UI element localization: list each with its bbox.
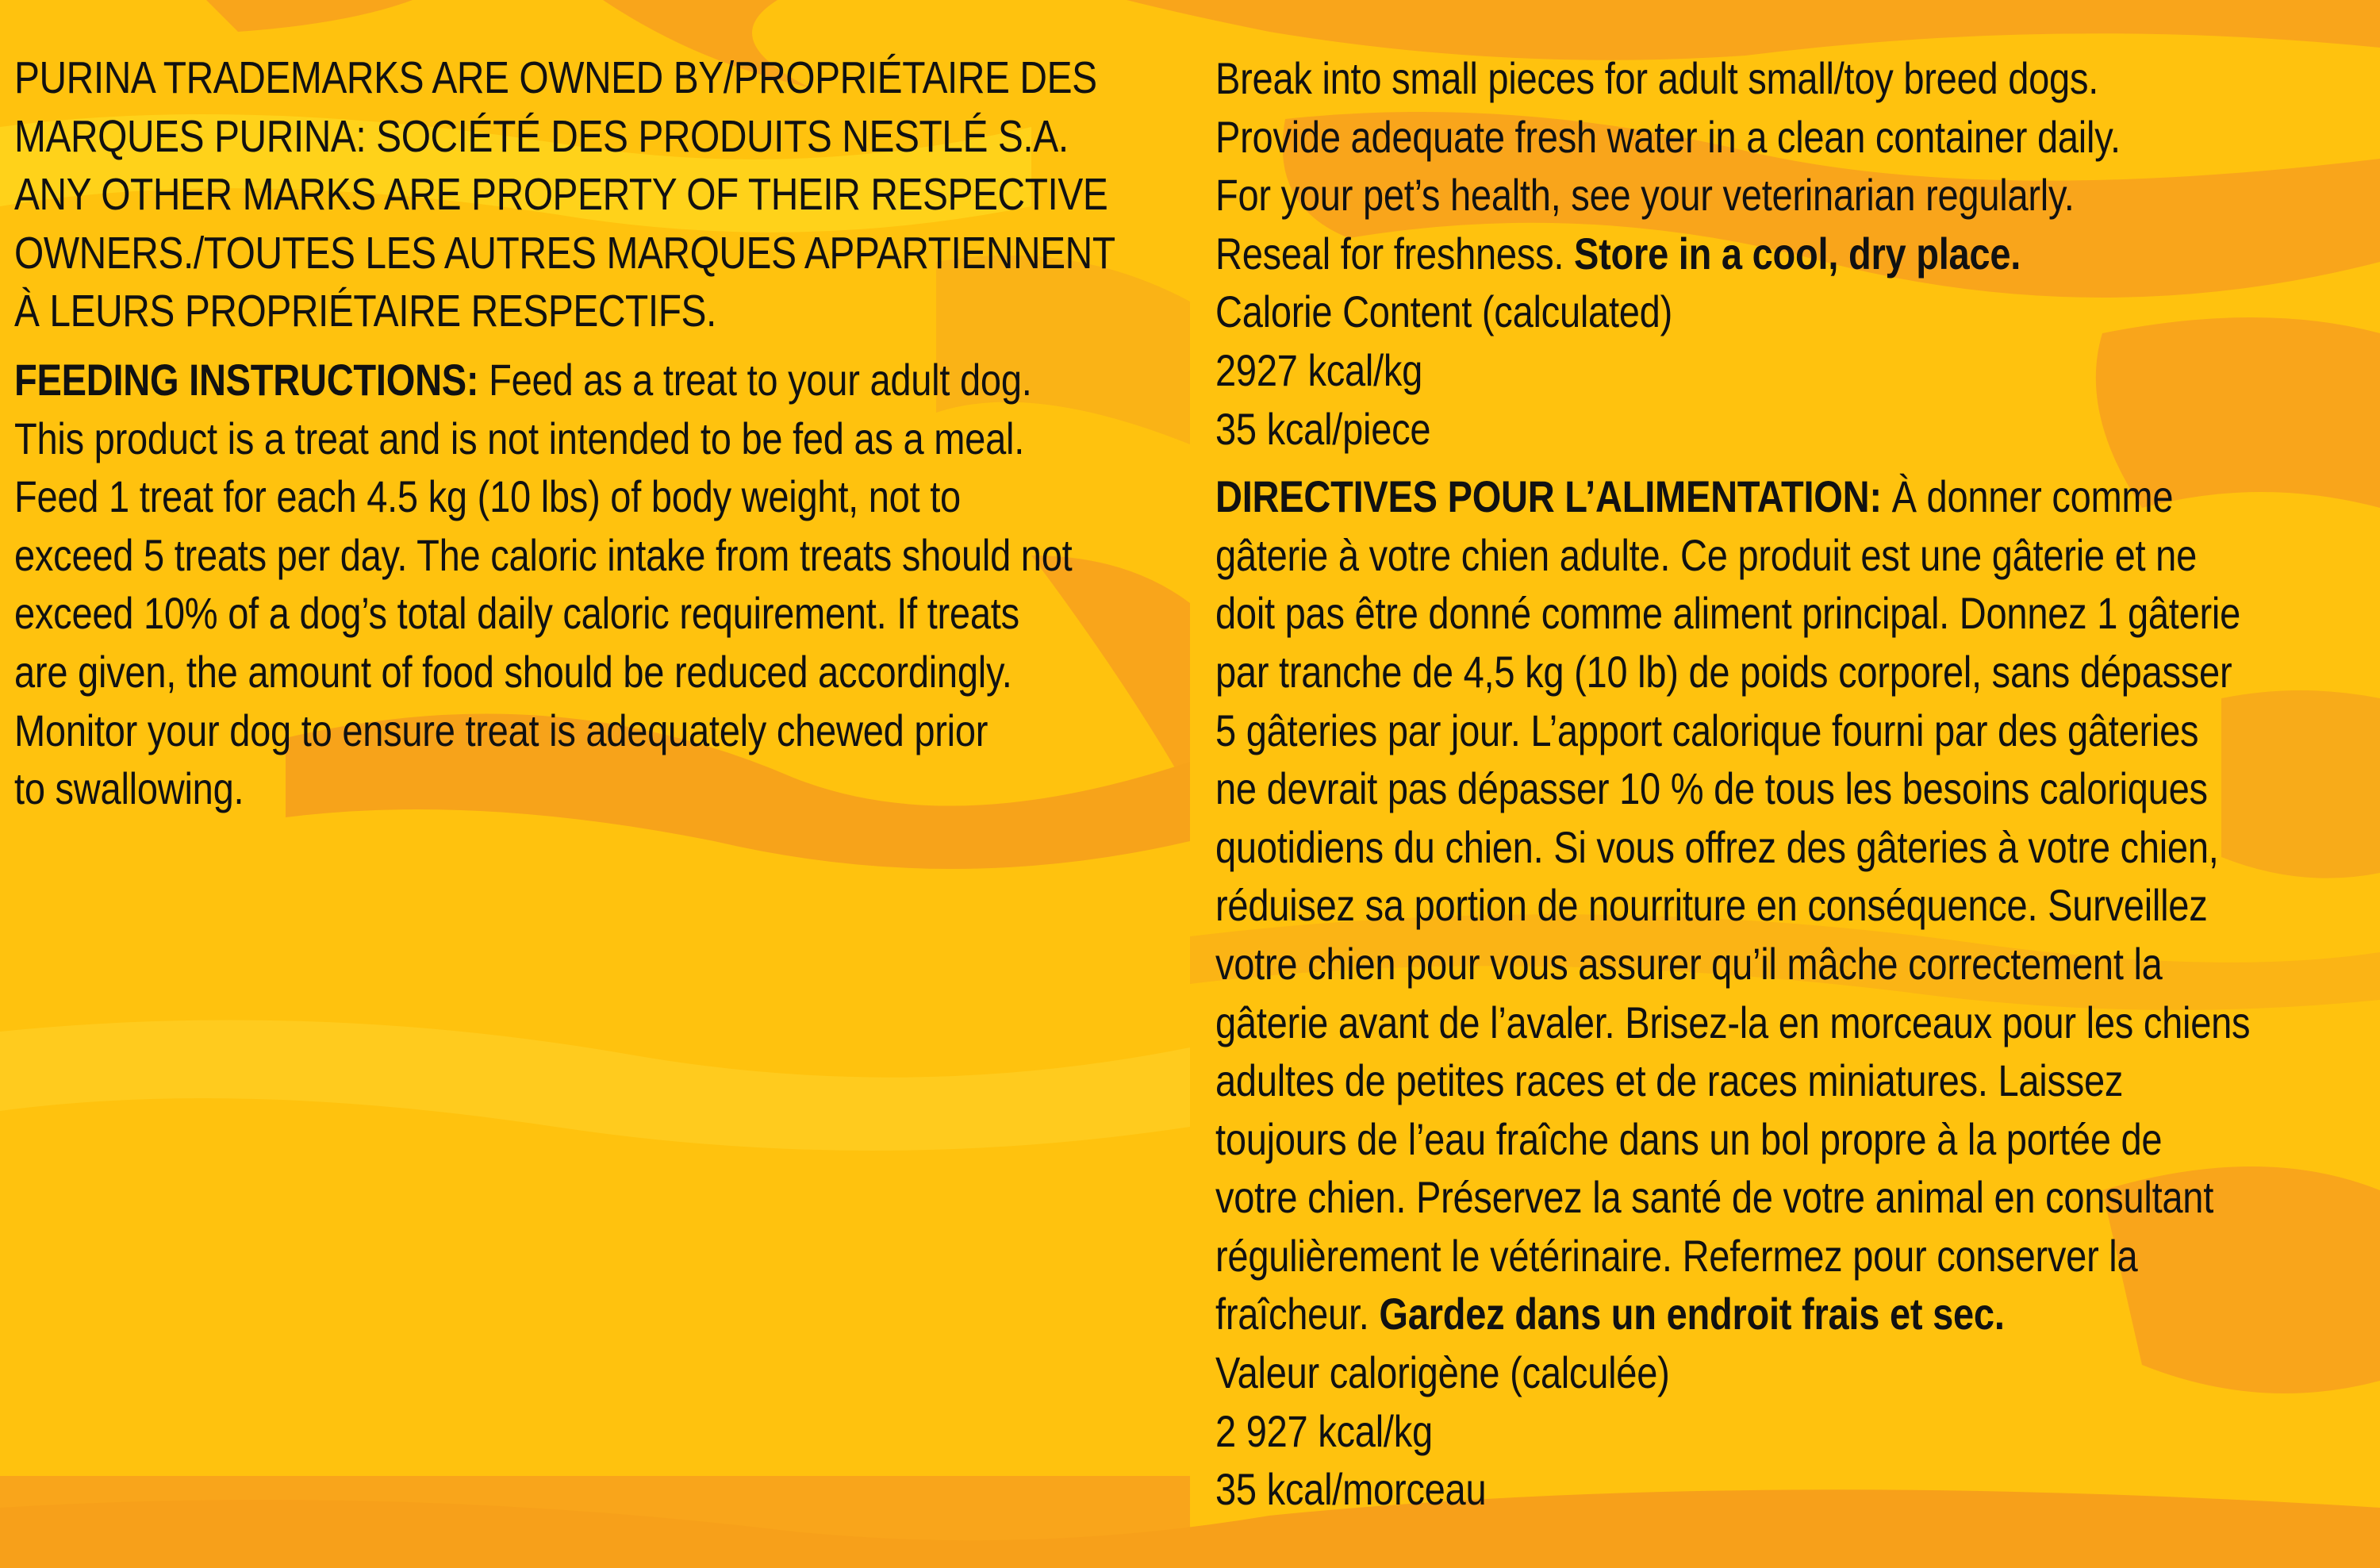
feeding-first-line-text: Feed as a treat to your adult dog. [478, 354, 1032, 405]
feeding-line: Monitor your dog to ensure treat is adequately chewed prior [14, 705, 988, 755]
feeding-first-line [14, 351, 1180, 409]
feeding-line: are given, the amount of food should be reduced accordingly. [14, 646, 1012, 697]
french-heading: DIRECTIVES POUR L’ALIMENTATION: [1215, 471, 1882, 522]
feeding-line: to swallowing. [14, 763, 244, 814]
french-directives [1215, 467, 2380, 1519]
calorie-per-kg: 2927 kcal/kg [1215, 344, 1423, 395]
fraicheur-text: fraîcheur. [1215, 1289, 1380, 1339]
french-line: 5 gâteries par jour. L’apport calorique fourni par des gâteries [1215, 705, 2199, 755]
feeding-line: exceed 5 treats per day. The caloric intake from treats should not [14, 529, 1073, 580]
store-cool-dry-text: Store in a cool, dry place. [1573, 228, 2021, 279]
feeding-heading: FEEDING INSTRUCTIONS: [14, 354, 479, 405]
paragraph-gap [14, 341, 1180, 351]
french-line: réduisez sa portion de nourriture en conséquence. Surveillez [1215, 880, 2208, 931]
feeding-line: This product is a treat and is not intended to be fed as a meal. [14, 413, 1025, 463]
french-line: doit pas être donné comme aliment principal. Donnez 1 gâterie [1215, 588, 2241, 639]
french-line: adultes de petites races et de races miniatures. Laissez [1215, 1055, 2124, 1106]
trademark-notice [14, 49, 1180, 341]
french-first-line-text: À donner comme [1881, 471, 2174, 522]
valeur-calorigene-label: Valeur calorigène (calculée) [1215, 1347, 1670, 1398]
trademark-line: À LEURS PROPRIÉTAIRE RESPECTIFS. [14, 286, 716, 337]
french-line: gâterie à votre chien adulte. Ce produit est une gâterie et ne [1215, 529, 2197, 580]
english-line: Provide adequate fresh water in a clean container daily. [1215, 111, 2121, 162]
trademark-line: PURINA TRADEMARKS ARE OWNED BY/PROPRIÉTAIRE DES [14, 52, 1097, 103]
feeding-line: exceed 10% of a dog’s total daily caloric requirement. If treats [14, 588, 1019, 639]
trademark-line: ANY OTHER MARKS ARE PROPERTY OF THEIR RESPECTIVE [14, 169, 1108, 221]
gardez-frais-sec-text: Gardez dans un endroit frais et sec. [1379, 1289, 2005, 1339]
english-line: Break into small pieces for adult small/toy breed dogs. [1215, 53, 2099, 103]
french-line: par tranche de 4,5 kg (10 lb) de poids corporel, sans dépasser [1215, 646, 2232, 697]
french-first-line [1215, 467, 2380, 526]
feeding-instructions [14, 351, 1180, 818]
english-line: For your pet’s health, see your veterinarian regularly. [1215, 170, 2075, 221]
calorie-content-label: Calorie Content (calculated) [1215, 286, 1673, 337]
valeur-per-kg: 2 927 kcal/kg [1215, 1405, 1433, 1456]
trademark-line: MARQUES PURINA: SOCIÉTÉ DES PRODUITS NESTLÉ S.A. [14, 110, 1069, 162]
reseal-text: Reseal for freshness. [1215, 228, 1574, 279]
reseal-line [1215, 225, 2380, 283]
english-continued [1215, 49, 2380, 458]
calorie-per-piece: 35 kcal/piece [1215, 403, 1431, 454]
paragraph-gap [1215, 458, 2380, 467]
french-line: votre chien. Préservez la santé de votre animal en consultant [1215, 1172, 2214, 1223]
french-line: gâterie avant de l’avaler. Brisez-la en morceaux pour les chiens [1215, 997, 2251, 1047]
french-line: ne devrait pas dépasser 10 % de tous les besoins caloriques [1215, 763, 2208, 814]
french-last-line [1215, 1285, 2380, 1343]
french-line: régulièrement le vétérinaire. Refermez pour conserver la [1215, 1230, 2138, 1281]
trademark-line: OWNERS./TOUTES LES AUTRES MARQUES APPARTIENNENT [14, 227, 1115, 279]
feeding-line: Feed 1 treat for each 4.5 kg (10 lbs) of body weight, not to [14, 471, 961, 522]
french-line: quotidiens du chien. Si vous offrez des gâteries à votre chien, [1215, 821, 2219, 872]
right-column [1215, 49, 2380, 1519]
french-line: toujours de l’eau fraîche dans un bol propre à la portée de [1215, 1113, 2163, 1164]
french-line: votre chien pour vous assurer qu’il mâche correctement la [1215, 938, 2163, 989]
left-column [14, 49, 1180, 818]
valeur-per-piece: 35 kcal/morceau [1215, 1464, 1487, 1515]
